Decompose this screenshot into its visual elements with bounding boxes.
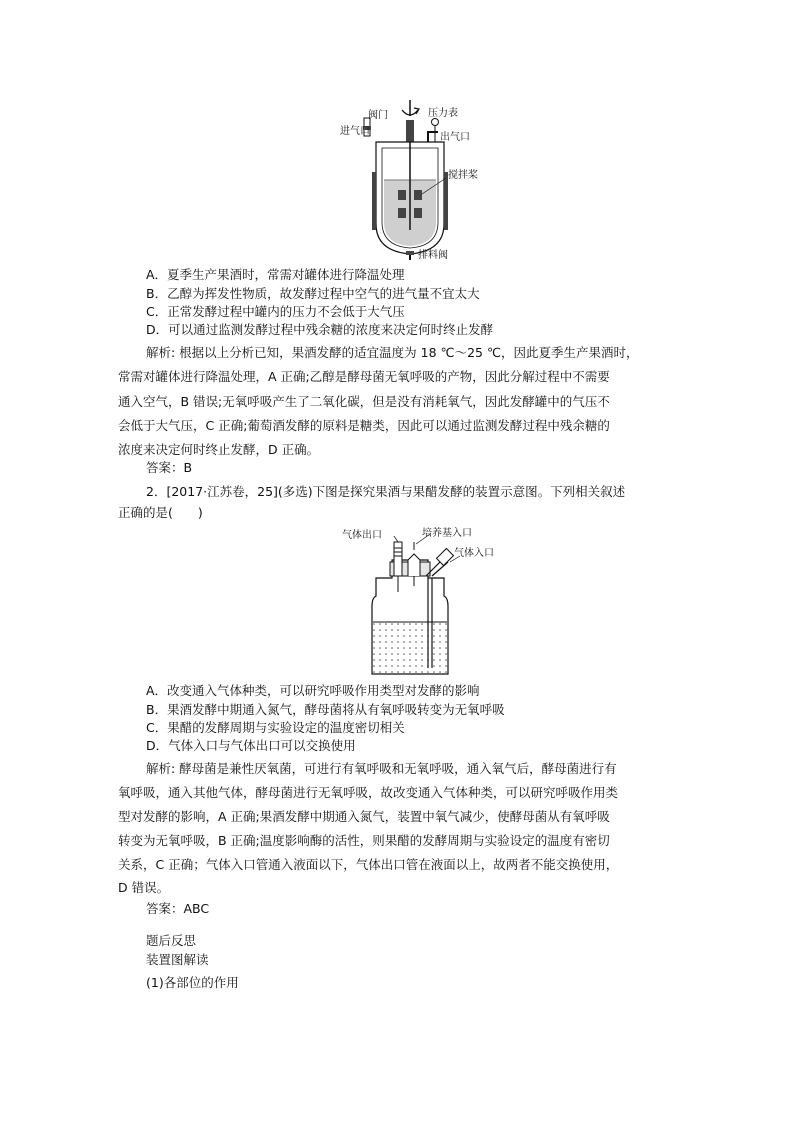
q1-option-a: A．夏季生产果酒时，常需对罐体进行降温处理 bbox=[146, 267, 405, 282]
fermenter-diagram bbox=[336, 96, 496, 261]
q1-analysis-line-5: 浓度来决定何时终止发酵，D 正确。 bbox=[118, 442, 320, 457]
q2-analysis-line-3: 型对发酵的影响，A 正确;果酒发酵中期通入氮气，装置中氧气减少，使酵母菌从有氧呼吸 bbox=[118, 809, 610, 824]
q1-analysis-line-4: 会低于大气压，C 正确;葡萄酒发酵的原料是糖类，因此可以通过监测发酵过程中残余糖的 bbox=[118, 418, 610, 433]
q1-option-b: B．乙醇为挥发性物质，故发酵过程中空气的进气量不宜太大 bbox=[146, 286, 480, 301]
q1-answer: 答案：B bbox=[146, 460, 193, 475]
label-valve: 阀门 bbox=[368, 110, 388, 121]
q1-analysis-line-2: 常需对罐体进行降温处理，A 正确;乙醇是酵母菌无氧呼吸的产物，因此分解过程中不需要 bbox=[118, 369, 610, 384]
label-gas-outlet: 气体出口 bbox=[342, 530, 382, 541]
q2-analysis-line-1: 解析: 酵母菌是兼性厌氧菌，可进行有氧呼吸和无氧呼吸，通入氧气后，酵母菌进行有 bbox=[146, 761, 617, 776]
q1-option-c: C．正常发酵过程中罐内的压力不会低于大气压 bbox=[146, 304, 405, 319]
q2-analysis-line-2: 氧呼吸，通入其他气体，酵母菌进行无氧呼吸，故改变通入气体种类，可以研究呼吸作用类 bbox=[118, 785, 619, 800]
q1-analysis-line-3: 通入空气，B 错误;无氧呼吸产生了二氧化碳，但是没有消耗氧气，因此发酵罐中的气压不 bbox=[118, 394, 610, 409]
reflection-title: 题后反思 bbox=[146, 933, 197, 948]
reflection-item-1: (1)各部位的作用 bbox=[146, 975, 239, 990]
fermentation-bottle-diagram bbox=[336, 526, 516, 682]
q2-analysis-line-5: 关系，C 正确；气体入口管通入液面以下，气体出口管在液面以上，故两者不能交换使用， bbox=[118, 857, 619, 872]
q2-analysis-line-6: D 错误。 bbox=[118, 880, 170, 895]
q2-option-b: B．果酒发酵中期通入氮气，酵母菌将从有氧呼吸转变为无氧呼吸 bbox=[146, 702, 505, 717]
q1-option-d: D．可以通过监测发酵过程中残余糖的浓度来决定何时终止发酵 bbox=[146, 322, 494, 337]
label-outlet: 出气口 bbox=[440, 132, 470, 143]
q1-analysis-line-1: 解析: 根据以上分析已知，果酒发酵的适宜温度为 18 ℃～25 ℃，因此夏季生产果酒时， bbox=[146, 345, 639, 360]
q2-stem-line-1: 2．[2017·江苏卷，25](多选)下图是探究果酒与果醋发酵的装置示意图。下列相关叙述 bbox=[146, 484, 626, 499]
q2-analysis-line-4: 转变为无氧呼吸，B 正确;温度影响酶的活性，则果醋的发酵周期与实验设定的温度有密切 bbox=[118, 833, 610, 848]
label-gas-inlet: 气体入口 bbox=[454, 548, 494, 559]
reflection-subtitle: 装置图解读 bbox=[146, 952, 209, 967]
q2-option-c: C．果醋的发酵周期与实验设定的温度密切相关 bbox=[146, 720, 405, 735]
q2-answer: 答案：ABC bbox=[146, 901, 210, 916]
label-inlet: 进气口 bbox=[340, 126, 370, 137]
q2-stem-line-2: 正确的是( ) bbox=[118, 505, 203, 520]
label-paddle: 搅拌桨 bbox=[448, 170, 478, 181]
label-gauge: 压力表 bbox=[428, 108, 458, 119]
label-medium-inlet: 培养基入口 bbox=[422, 528, 472, 539]
q2-option-d: D．气体入口与气体出口可以交换使用 bbox=[146, 738, 356, 753]
q2-option-a: A．改变通入气体种类，可以研究呼吸作用类型对发酵的影响 bbox=[146, 683, 480, 698]
label-discharge: 排料阀 bbox=[418, 250, 448, 261]
